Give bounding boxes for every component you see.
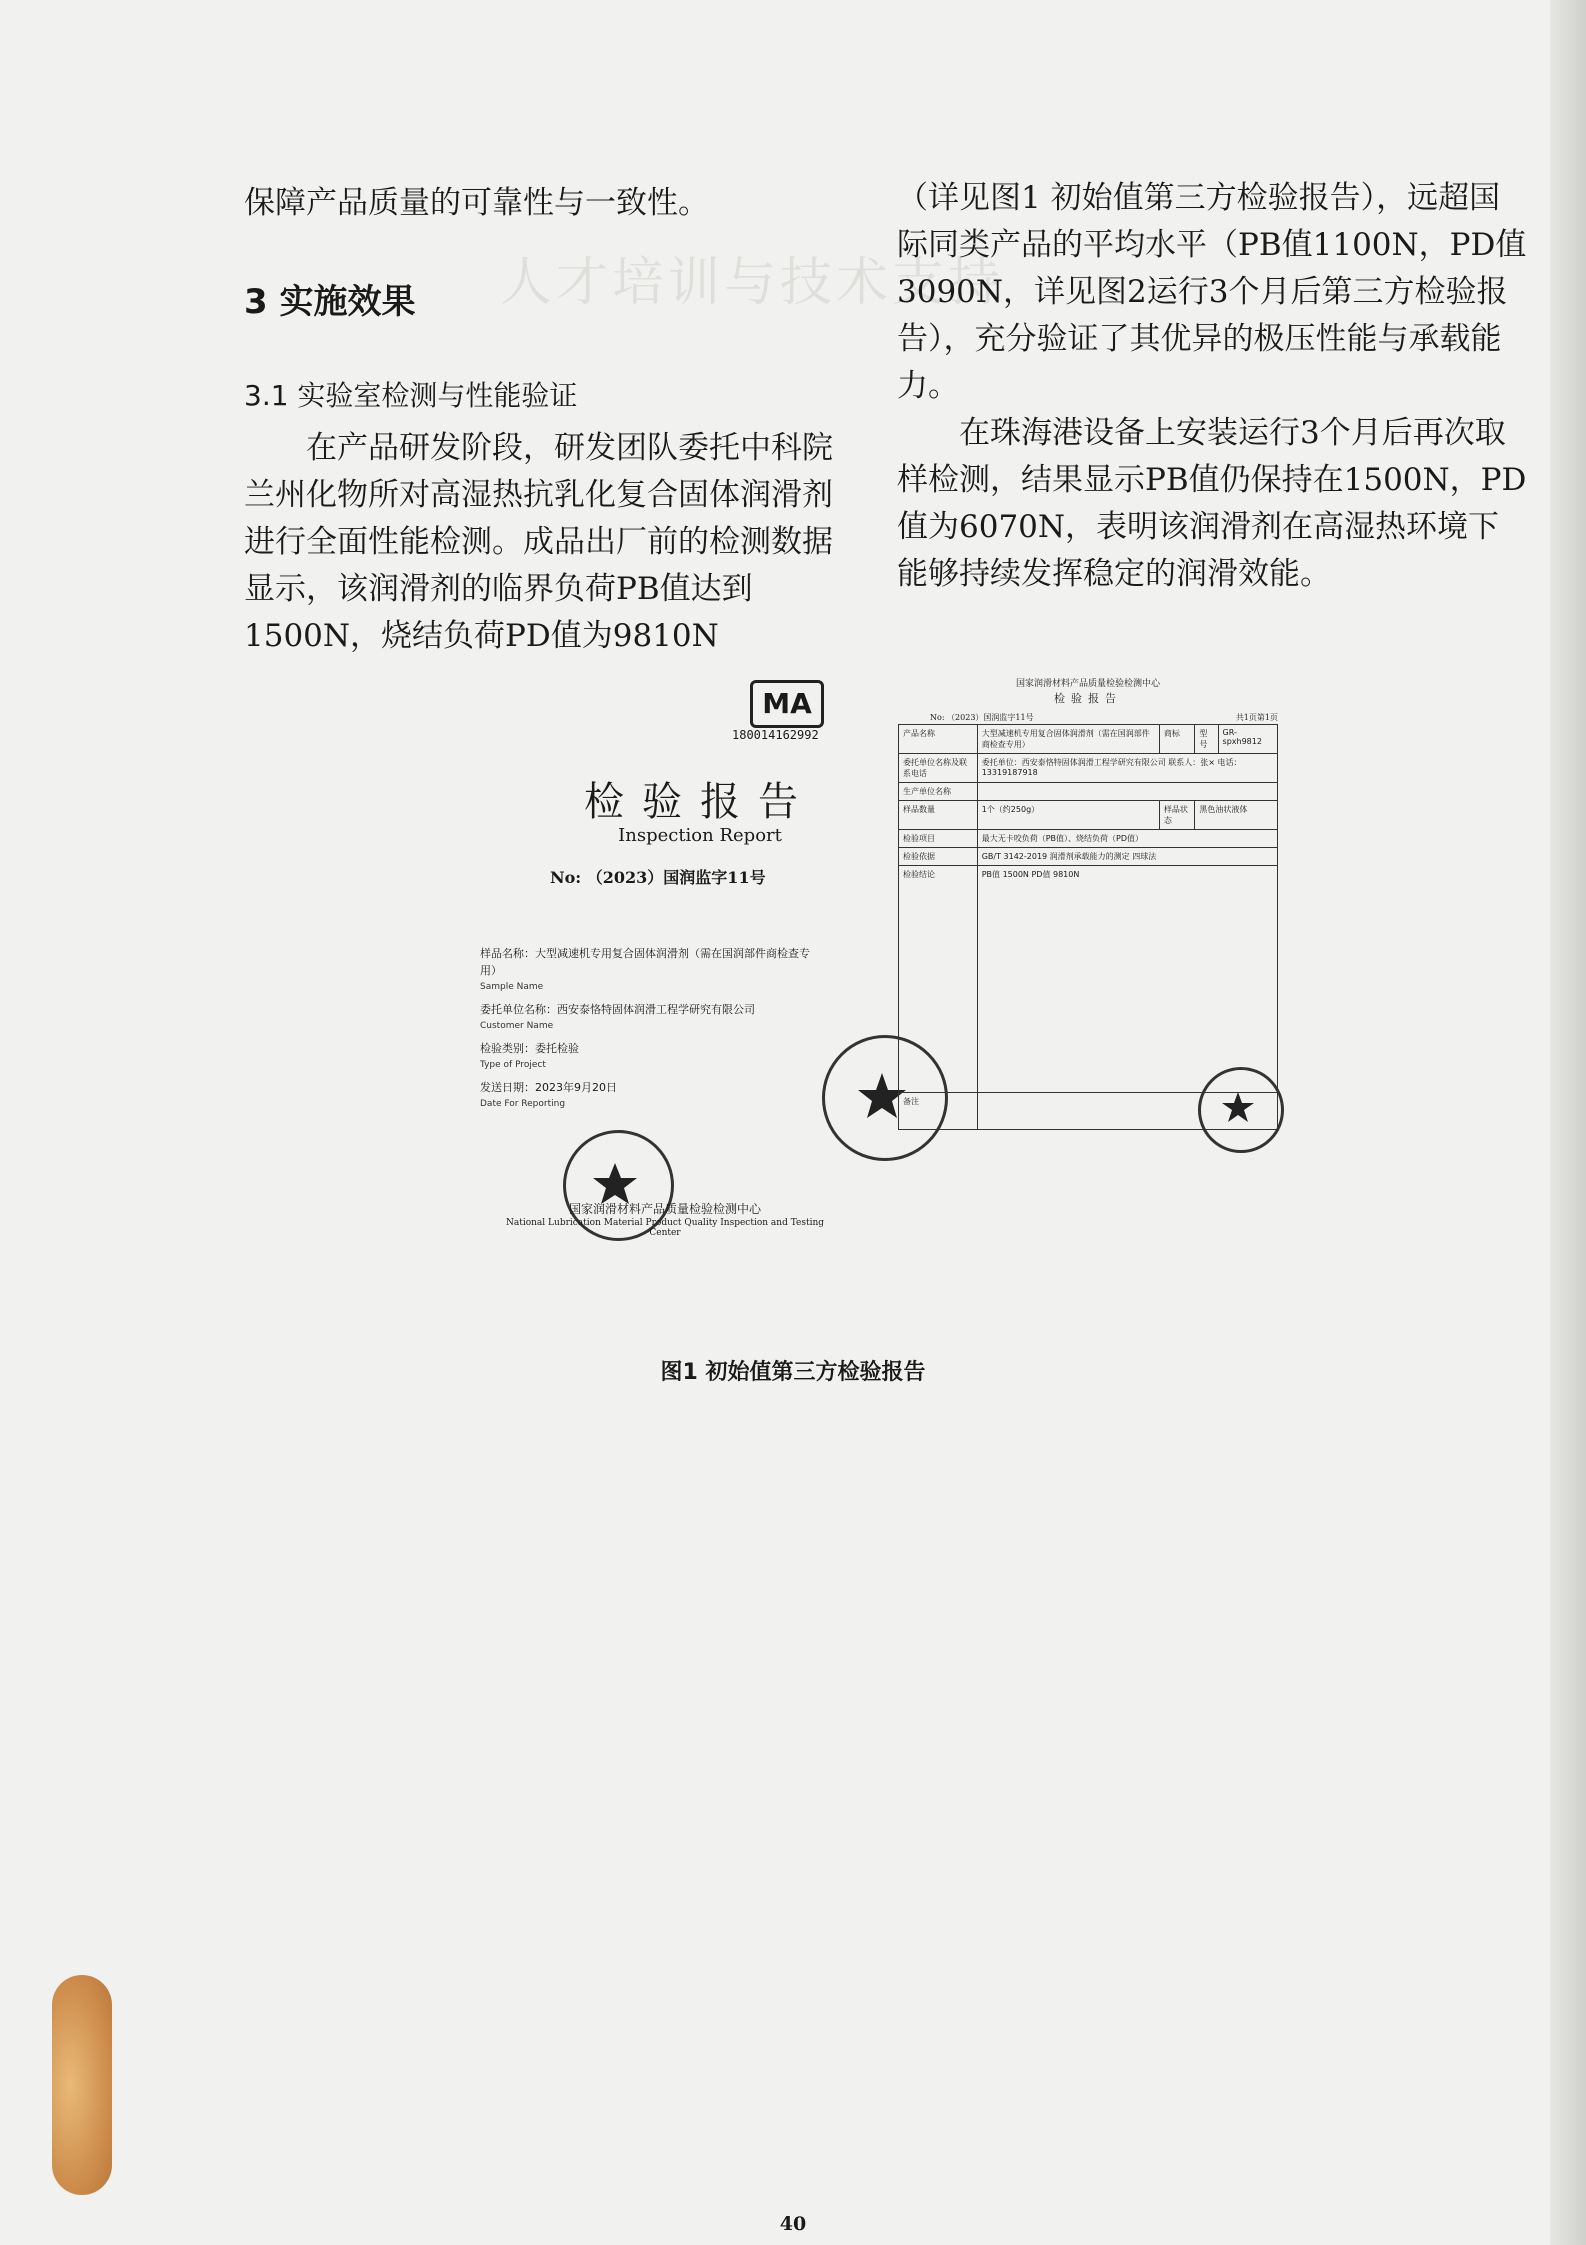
section-heading: 3 实施效果 bbox=[244, 282, 416, 322]
cover-field-label: 发送日期：2023年9月20日 bbox=[480, 1081, 617, 1094]
page-number: 40 bbox=[779, 2213, 807, 2235]
table-cell: 最大无卡咬负荷（PB值）、烧结负荷（PD值） bbox=[977, 830, 1277, 848]
cover-field-label: 检验类别：委托检验 bbox=[480, 1042, 579, 1055]
figure-report-cover bbox=[470, 680, 910, 1260]
table-cell: 委托单位名称及联系电话 bbox=[899, 754, 978, 783]
table-cell: 样品数量 bbox=[899, 801, 978, 830]
table-cell: 1个（约250g） bbox=[977, 801, 1159, 830]
table-cell: 样品状态 bbox=[1159, 801, 1195, 830]
table-cell: 备注 bbox=[899, 1093, 978, 1130]
table-cell: GR-spxh9812 bbox=[1218, 725, 1277, 754]
right-paragraph-2: 在珠海港设备上安装运行3个月后再次取样检测，结果显示PB值仍保持在1500N，PD值为6070N，表明该润滑剂在高湿热环境下能够持续发挥稳定的润滑效能。 bbox=[897, 415, 1527, 592]
table-row bbox=[899, 866, 1278, 1093]
table-row bbox=[899, 830, 1278, 848]
figure-report-table bbox=[898, 672, 1278, 1262]
report-header-org: 国家润滑材料产品质量检验检测中心 bbox=[1015, 679, 1160, 689]
table-row bbox=[899, 848, 1278, 866]
left-line1: 保障产品质量的可靠性与一致性。 bbox=[244, 185, 709, 221]
official-seal-icon bbox=[1198, 1067, 1284, 1153]
report-page: 共1页第1页 bbox=[1235, 713, 1278, 722]
table-row bbox=[899, 783, 1278, 801]
table-row bbox=[899, 801, 1278, 830]
table-cell: 检验依据 bbox=[899, 848, 978, 866]
table-cell: 生产单位名称 bbox=[899, 783, 978, 801]
report-header-title: 检验报告 bbox=[1054, 692, 1122, 705]
table-cell: 产品名称 bbox=[899, 725, 978, 754]
table-cell: 黑色油状液体 bbox=[1195, 801, 1278, 830]
left-column bbox=[244, 180, 844, 660]
cover-org: 国家润滑材料产品质量检验检测中心 bbox=[568, 1202, 761, 1216]
table-cell: 大型减速机专用复合固体润滑剂（需在国润部件商检查专用） bbox=[977, 725, 1159, 754]
cover-field-en: Sample Name bbox=[480, 982, 544, 992]
report-no: No: （2023）国润监字11号 bbox=[930, 713, 1034, 722]
cover-field-en: Type of Project bbox=[480, 1060, 546, 1070]
bleed-through-title: 人才培训与技术支持 bbox=[500, 253, 1005, 313]
table-row bbox=[899, 754, 1278, 783]
cma-logo: MA bbox=[750, 680, 824, 728]
table-cell: 委托单位：西安泰恪特固体润滑工程学研究有限公司 联系人：张× 电话：13319187918 bbox=[977, 754, 1277, 783]
left-paragraph: 在产品研发阶段，研发团队委托中科院兰州化物所对高湿热抗乳化复合固体润滑剂进行全面性能检测。成品出厂前的检测数据显示，该润滑剂的临界负荷PB值达到1500N，烧结负荷PD值为9810N bbox=[244, 430, 833, 654]
scanner-thumb bbox=[52, 1975, 112, 2195]
table-cell: PB值 1500N PD值 9810N bbox=[977, 866, 1277, 1093]
page-edge-shadow bbox=[1550, 0, 1586, 2245]
cover-field-en: Customer Name bbox=[480, 1021, 554, 1031]
cover-report-no: No: （2023）国润监字11号 bbox=[550, 868, 766, 887]
table-cell: 商标 bbox=[1159, 725, 1195, 754]
cover-field-label: 样品名称：大型减速机专用复合固体润滑剂（需在国润部件商检查专用） bbox=[480, 947, 810, 977]
table-row bbox=[899, 725, 1278, 754]
cma-number: 180014162992 bbox=[732, 728, 819, 742]
cover-title-en: Inspection Report bbox=[618, 825, 782, 846]
table-cell: GB/T 3142-2019 润滑剂承载能力的测定 四球法 bbox=[977, 848, 1277, 866]
table-cell: 型号 bbox=[1195, 725, 1218, 754]
cover-title: 检验报告 bbox=[584, 779, 816, 825]
table-cell: 检验结论 bbox=[899, 866, 978, 1093]
figure-caption: 图1 初始值第三方检验报告 bbox=[660, 1360, 926, 1385]
right-column bbox=[897, 175, 1527, 598]
right-paragraph-1: （详见图1 初始值第三方检验报告），远超国际同类产品的平均水平（PB值1100N，PD值3090N，详见图2运行3个月后第三方检验报告），充分验证了其优异的极压性能与承载能力。 bbox=[897, 180, 1527, 404]
cover-field-label: 委托单位名称：西安泰恪特固体润滑工程学研究有限公司 bbox=[480, 1003, 755, 1016]
cover-fields bbox=[480, 945, 810, 1118]
table-cell: 检验项目 bbox=[899, 830, 978, 848]
cover-org-en: National Lubrication Material Product Quality Inspection and Testing Center bbox=[505, 1218, 825, 1238]
table-cell bbox=[977, 783, 1277, 801]
cover-field-en: Date For Reporting bbox=[480, 1099, 566, 1109]
subsection-heading: 3.1 实验室检测与性能验证 bbox=[244, 379, 578, 412]
